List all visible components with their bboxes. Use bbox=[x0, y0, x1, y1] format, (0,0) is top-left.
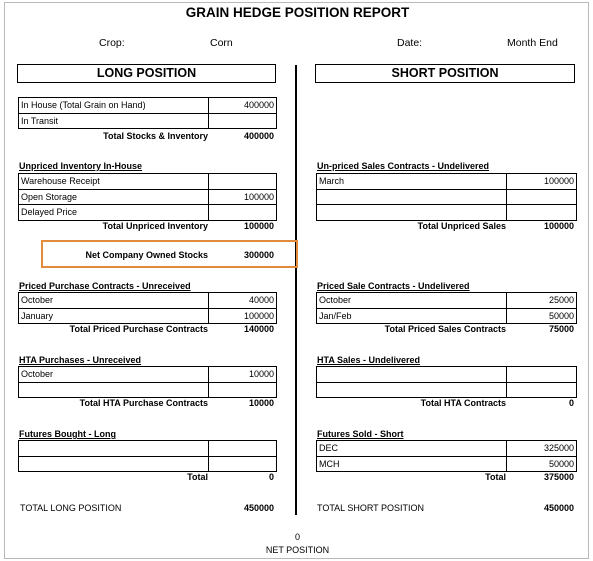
table-row bbox=[19, 293, 277, 309]
futures-sold-total-value: 375000 bbox=[543, 472, 574, 482]
stocks-table bbox=[18, 97, 277, 129]
total-hta-purchase-label: Total HTA Purchase Contracts bbox=[79, 398, 208, 408]
row-value bbox=[209, 456, 277, 472]
table-row bbox=[19, 308, 277, 324]
table-row bbox=[19, 189, 277, 205]
row-value: 100000 bbox=[507, 174, 577, 190]
row-value bbox=[209, 441, 277, 457]
row-label bbox=[317, 189, 507, 205]
report-title: GRAIN HEDGE POSITION REPORT bbox=[185, 5, 410, 20]
hta-purchases-table bbox=[18, 366, 277, 398]
unpriced-inventory-table bbox=[18, 173, 277, 221]
row-label: DEC bbox=[317, 441, 507, 457]
table-row bbox=[19, 98, 277, 114]
row-label: In Transit bbox=[19, 113, 209, 129]
row-value bbox=[209, 382, 277, 398]
row-value bbox=[507, 189, 577, 205]
table-row bbox=[19, 205, 277, 221]
date-value: Month End bbox=[507, 37, 558, 49]
futures-sold-table bbox=[316, 440, 577, 472]
row-label: Delayed Price bbox=[19, 205, 209, 221]
priced-purchase-heading: Priced Purchase Contracts - Unreceived bbox=[19, 281, 191, 291]
total-priced-sales-label: Total Priced Sales Contracts bbox=[384, 324, 506, 334]
row-label bbox=[19, 441, 209, 457]
row-label bbox=[19, 456, 209, 472]
net-owned-label: Net Company Owned Stocks bbox=[85, 250, 208, 260]
priced-sales-table bbox=[316, 292, 577, 324]
total-long-position-value: 450000 bbox=[243, 503, 274, 513]
row-label: March bbox=[317, 174, 507, 190]
row-label: Open Storage bbox=[19, 189, 209, 205]
row-label: January bbox=[19, 308, 209, 324]
crop-label: Crop: bbox=[99, 37, 125, 49]
row-label bbox=[19, 382, 209, 398]
total-short-position-value: 450000 bbox=[543, 503, 574, 513]
row-label bbox=[317, 382, 507, 398]
row-value: 400000 bbox=[209, 98, 277, 114]
total-long-position-label: TOTAL LONG POSITION bbox=[20, 503, 122, 513]
table-row bbox=[19, 367, 277, 383]
row-value: 50000 bbox=[507, 308, 577, 324]
total-hta-sales-label: Total HTA Contracts bbox=[420, 398, 506, 408]
unpriced-sales-table bbox=[316, 173, 577, 221]
row-label: October bbox=[317, 293, 507, 309]
table-row bbox=[317, 189, 577, 205]
row-label: October bbox=[19, 367, 209, 383]
table-row bbox=[317, 367, 577, 383]
row-value: 25000 bbox=[507, 293, 577, 309]
net-position-label: NET POSITION bbox=[265, 545, 330, 555]
futures-bought-total-label: Total bbox=[187, 472, 208, 482]
priced-sales-heading: Priced Sale Contracts - Undelivered bbox=[317, 281, 470, 291]
long-position-header: LONG POSITION bbox=[17, 64, 276, 83]
net-position-value: 0 bbox=[294, 532, 300, 542]
center-divider bbox=[295, 65, 297, 515]
futures-bought-table bbox=[18, 440, 277, 472]
row-label: October bbox=[19, 293, 209, 309]
row-value: 325000 bbox=[507, 441, 577, 457]
futures-bought-heading: Futures Bought - Long bbox=[19, 429, 116, 439]
table-row bbox=[317, 205, 577, 221]
total-stocks-label: Total Stocks & Inventory bbox=[103, 131, 208, 141]
total-short-position-label: TOTAL SHORT POSITION bbox=[317, 503, 425, 513]
date-label: Date: bbox=[397, 37, 423, 49]
table-row bbox=[19, 456, 277, 472]
row-value: 50000 bbox=[507, 456, 577, 472]
row-value bbox=[507, 382, 577, 398]
row-label bbox=[317, 205, 507, 221]
total-priced-sales-value: 75000 bbox=[548, 324, 574, 334]
short-position-header: SHORT POSITION bbox=[315, 64, 575, 83]
total-unpriced-sales-label: Total Unpriced Sales bbox=[417, 221, 506, 231]
futures-bought-total-value: 0 bbox=[268, 472, 274, 482]
table-row bbox=[19, 113, 277, 129]
total-unpriced-inventory-value: 100000 bbox=[243, 221, 274, 231]
row-label: Warehouse Receipt bbox=[19, 174, 209, 190]
row-value: 40000 bbox=[209, 293, 277, 309]
table-row bbox=[317, 174, 577, 190]
row-value: 10000 bbox=[209, 367, 277, 383]
hta-sales-heading: HTA Sales - Undelivered bbox=[317, 355, 421, 365]
row-label bbox=[317, 367, 507, 383]
table-row bbox=[317, 382, 577, 398]
row-value: 100000 bbox=[209, 189, 277, 205]
table-row bbox=[317, 456, 577, 472]
row-value bbox=[209, 174, 277, 190]
total-stocks-value: 400000 bbox=[243, 131, 274, 141]
total-priced-purchase-label: Total Priced Purchase Contracts bbox=[69, 324, 208, 334]
priced-purchase-table bbox=[18, 292, 277, 324]
total-hta-sales-value: 0 bbox=[568, 398, 574, 408]
table-row bbox=[317, 308, 577, 324]
report-frame bbox=[4, 2, 589, 559]
row-value bbox=[209, 113, 277, 129]
row-value bbox=[507, 205, 577, 221]
net-owned-value: 300000 bbox=[243, 250, 274, 260]
row-label: In House (Total Grain on Hand) bbox=[19, 98, 209, 114]
crop-value: Corn bbox=[210, 37, 233, 49]
table-row bbox=[19, 174, 277, 190]
table-row bbox=[317, 441, 577, 457]
futures-sold-total-label: Total bbox=[485, 472, 506, 482]
hta-purchases-heading: HTA Purchases - Unreceived bbox=[19, 355, 142, 365]
row-label: Jan/Feb bbox=[317, 308, 507, 324]
row-value: 100000 bbox=[209, 308, 277, 324]
total-hta-purchase-value: 10000 bbox=[248, 398, 274, 408]
futures-sold-heading: Futures Sold - Short bbox=[317, 429, 404, 439]
hta-sales-table bbox=[316, 366, 577, 398]
total-unpriced-inventory-label: Total Unpriced Inventory bbox=[102, 221, 208, 231]
row-value bbox=[209, 205, 277, 221]
total-priced-purchase-value: 140000 bbox=[243, 324, 274, 334]
unpriced-sales-heading: Un-priced Sales Contracts - Undelivered bbox=[317, 161, 490, 171]
table-row bbox=[317, 293, 577, 309]
row-value bbox=[507, 367, 577, 383]
unpriced-inventory-heading: Unpriced Inventory In-House bbox=[19, 161, 143, 171]
table-row bbox=[19, 441, 277, 457]
row-label: MCH bbox=[317, 456, 507, 472]
table-row bbox=[19, 382, 277, 398]
total-unpriced-sales-value: 100000 bbox=[543, 221, 574, 231]
